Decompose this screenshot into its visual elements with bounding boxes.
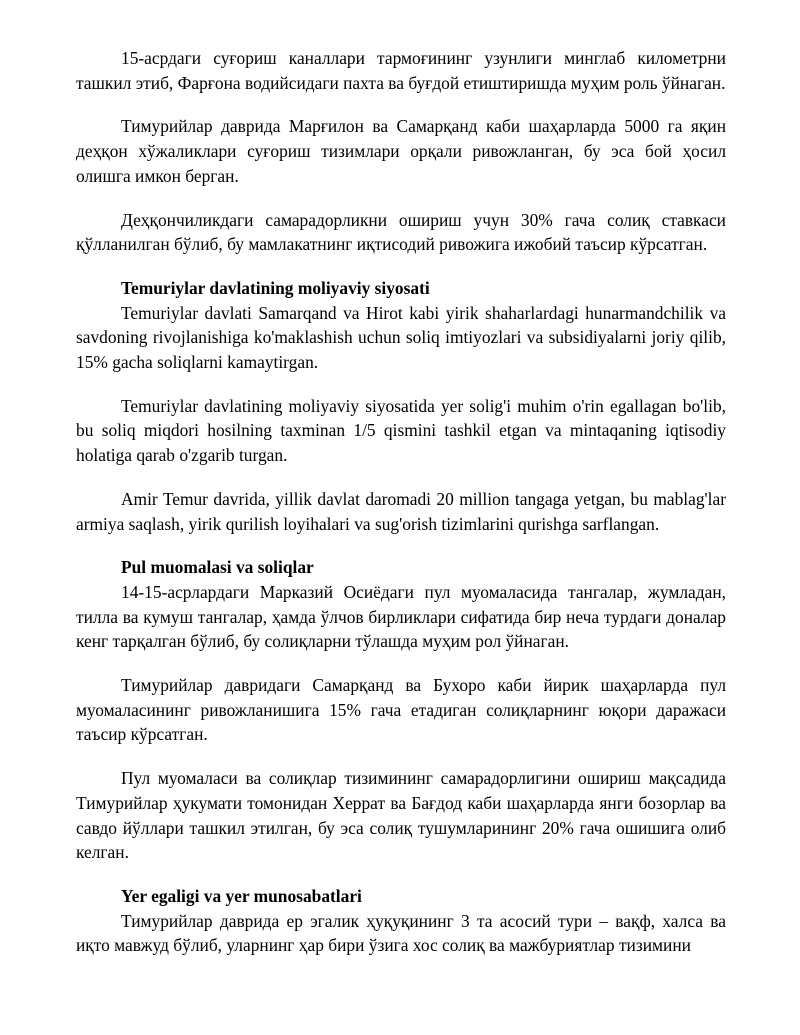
paragraph-city-taxes: Тимурийлар давридаги Самарқанд ва Бухоро каби йирик шаҳарларда пул муомаласининг ривожланишига 15% гача етадиган солиқларнинг юқори даражаси таъсир кўрсатган. <box>76 675 726 745</box>
paragraph-tax-benefits: Temuriylar davlati Samarqand va Hirot kabi yirik shaharlardagi hunarmandchilik va savdoning rivojlanishiga ko'maklashish uchun soliq imtiyozlari va subsidiyalarni joriy qilib, 15% gacha soliqlarni kamaytirgan. <box>76 302 726 373</box>
heading-land-ownership: Yer egaligi va yer munosabatlari <box>121 885 362 906</box>
paragraph-land-tax: Temuriylar davlatining moliyaviy siyosatida yer solig'i muhim o'rin egallagan bo'lib, bu soliq miqdori hosilning taxminan 1/5 qismini tashkil etgan va mintaqaning iqtisodiy holatiga qarab o'zgarib turgan. <box>76 395 726 466</box>
paragraph-land-rights: Тимурийлар даврида ер эгалик ҳуқуқининг 3 та асосий тури – вақф, халса ва иқто мавжуд бўлиб, уларнинг ҳар бири ўзига хос солиқ ва мажбуриятлар тизимини <box>76 910 726 956</box>
paragraph-timurid-farms: Тимурийлар даврида Марғилон ва Самарқанд каби шаҳарларда 5000 га яқин деҳқон хўжаликлари суғориш тизимлари орқали ривожланган, бу эса бой ҳосил олишга имкон берган. <box>76 116 726 186</box>
paragraph-state-revenue: Amir Temur davrida, yillik davlat daromadi 20 million tangaga yetgan, bu mablag'lar armiya saqlash, yirik qurilish loyihalari va sug'orish tizimlarini qurishga sarflangan. <box>76 488 726 534</box>
paragraph-tax-rate: Деҳқончиликдаги самарадорликни ошириш учун 30% гача солиқ ставкаси қўлланилган бўлиб, бу мамлакатнинг иқтисодий ривожига ижобий таъсир кўрсатган. <box>76 209 726 255</box>
paragraph-money-circulation: 14-15-асрлардаги Марказий Осиёдаги пул муомаласида тангалар, жумладан, тилла ва кумуш тангалар, ҳамда ўлчов бирликлари сифатида бир неча турдаги доналар кенг тарқалган бўлиб, бу солиқларни тўлашда муҳим рол ўйнаган. <box>76 581 726 652</box>
document-page <box>76 0 726 958</box>
heading-financial-policy: Temuriylar davlatining moliyaviy siyosati <box>121 277 430 298</box>
heading-money-and-taxes: Pul muomalasi va soliqlar <box>121 557 314 578</box>
paragraph-markets-trade-routes: Пул муомаласи ва солиқлар тизимининг самарадорлигини ошириш мақсадида Тимурийлар ҳукумати томонидан Херрат ва Бағдод каби шаҳарларда янги бозорлар ва савдо йўллари ташкил этилган, бу эса солиқ тушумларининг 20% гача ошишига олиб келган. <box>76 768 726 863</box>
paragraph-irrigation-canals: 15-асрдаги суғориш каналлари тармоғининг узунлиги минглаб километрни ташкил этиб, Фарғона водийсидаги пахта ва буғдой етиштиришда муҳим роль ўйнаган. <box>76 48 726 93</box>
